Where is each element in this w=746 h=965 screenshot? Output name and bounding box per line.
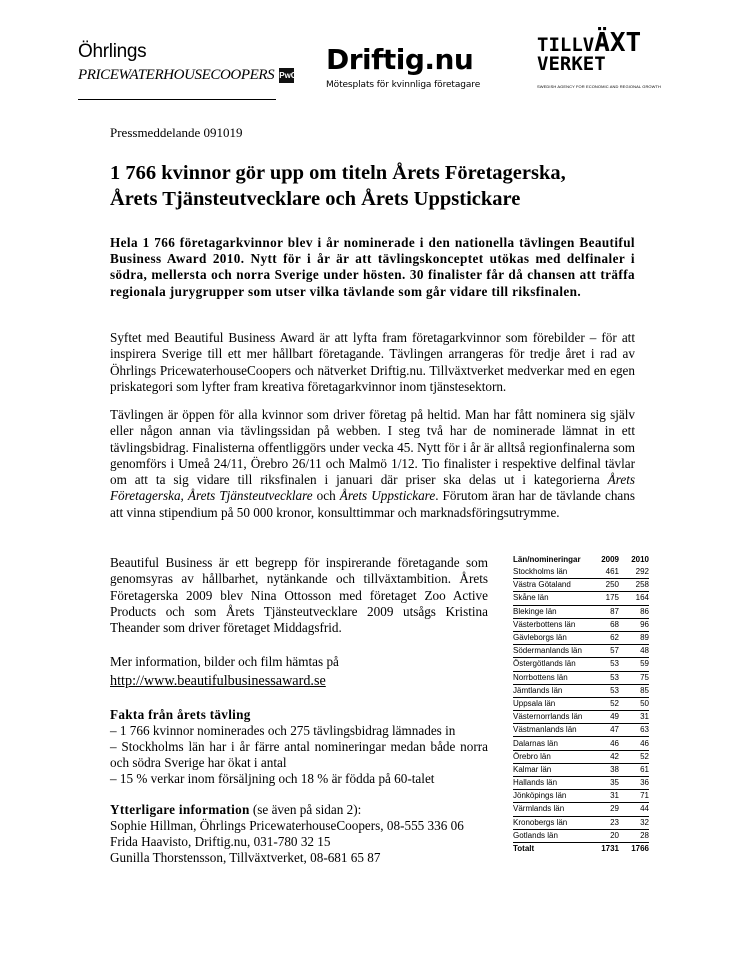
table-cell-2009: 175 — [589, 592, 619, 605]
table-header-2009: 2009 — [601, 555, 619, 564]
table-row — [513, 697, 649, 710]
table-cell-2009: 53 — [589, 671, 619, 684]
pwc-logo-rule — [78, 99, 276, 100]
table-cell-2009: 35 — [589, 777, 619, 790]
table-cell-2009: 20 — [589, 829, 619, 842]
table-cell-2009: 42 — [589, 750, 619, 763]
nominations-table — [513, 554, 649, 855]
tillvaxtverket-logo — [537, 30, 667, 90]
table-cell-2009: 29 — [589, 803, 619, 816]
table-row — [513, 579, 649, 592]
table-row — [513, 592, 649, 605]
table-cell-2010: 164 — [619, 592, 649, 605]
website-link[interactable]: http://www.beautifulbusinessaward.se — [110, 673, 326, 689]
facts-item: – 15 % verkar inom försäljning och 18 % är födda på 60-talet — [110, 771, 435, 786]
table-cell-2010: 31 — [619, 711, 649, 724]
table-cell-county: Gotlands län — [513, 829, 589, 842]
table-row — [513, 763, 649, 776]
table-cell-county: Västerbottens län — [513, 618, 589, 631]
table-cell-2010: 258 — [619, 579, 649, 592]
paragraph-competition-end: . Förutom äran har de tävlande chans att vinna stipendium på 50 000 kronor, konsulttimmar och marknadsföringsutrymme. — [110, 488, 635, 520]
paragraph-purpose: Syftet med Beautiful Business Award är att lyfta fram företagarkvinnor som förebilder – för att inspirera Sverige till ett mer hållbart företagande. Tävlingen arrangeras för tredje året i rad av Öhrlings PricewaterhouseCoopers och nätverket Driftig.nu. Tillväxtverket medverkar med en egen priskategori som lyfter fram kreativa företagarkvinnor inom tjänstesektorn. — [110, 330, 635, 394]
table-cell-2010: 1766 — [631, 844, 649, 854]
table-cell-county: Kronobergs län — [513, 816, 589, 829]
table-cell-2010: 63 — [619, 724, 649, 737]
table-row — [513, 684, 649, 697]
paragraph-competition-mid: och — [312, 488, 340, 504]
table-cell-2009: 53 — [589, 658, 619, 671]
facts-heading: Fakta från årets tävling — [110, 707, 251, 722]
table-cell-county: Stockholms län — [513, 566, 589, 579]
paragraph-competition — [110, 407, 635, 521]
table-cell-county: Hallands län — [513, 777, 589, 790]
table-cell-county: Örebro län — [513, 750, 589, 763]
table-cell-county: Kalmar län — [513, 763, 589, 776]
table-row — [513, 724, 649, 737]
table-cell-2009: 49 — [589, 711, 619, 724]
table-cell-2010: 36 — [619, 777, 649, 790]
contact-heading-note: (se även på sidan 2): — [249, 802, 362, 817]
table-cell-2010: 32 — [619, 816, 649, 829]
table-cell-2009: 46 — [589, 737, 619, 750]
table-row — [513, 631, 649, 644]
contact-line: Sophie Hillman, Öhrlings PricewaterhouseCoopers, 08-555 336 06 — [110, 818, 464, 833]
facts-item: – 1 766 kvinnor nominerades och 275 tävlingsbidrag lämnades in — [110, 723, 456, 738]
table-cell-2010: 61 — [619, 763, 649, 776]
table-row — [513, 658, 649, 671]
table-cell-2009: 57 — [589, 645, 619, 658]
category-name-uppstickare: Årets Uppstickare — [339, 488, 436, 504]
table-cell-2009: 38 — [589, 763, 619, 776]
headline-line-1: 1 766 kvinnor gör upp om titeln Årets Företagerska, — [110, 162, 566, 184]
table-row — [513, 645, 649, 658]
table-cell-2010: 44 — [619, 803, 649, 816]
table-cell-2010: 52 — [619, 750, 649, 763]
table-cell-2010: 59 — [619, 658, 649, 671]
table-cell-county: Jönköpings län — [513, 790, 589, 803]
table-row — [513, 816, 649, 829]
table-cell-county: Blekinge län — [513, 605, 589, 618]
facts-section — [110, 707, 488, 787]
contact-line: Gunilla Thorstensson, Tillväxtverket, 08-681 65 87 — [110, 850, 381, 865]
more-info-text: Mer information, bilder och film hämtas på — [110, 654, 339, 669]
headline — [110, 160, 650, 212]
table-cell-2010: 292 — [619, 566, 649, 579]
table-cell-county: Skåne län — [513, 592, 589, 605]
table-cell-county: Jämtlands län — [513, 684, 589, 697]
driftig-logo — [326, 44, 496, 91]
table-cell-2010: 46 — [619, 737, 649, 750]
contact-line: Frida Haavisto, Driftig.nu, 031-780 32 15 — [110, 834, 331, 849]
table-cell-county: Östergötlands län — [513, 658, 589, 671]
pwc-logo — [78, 41, 297, 84]
table-cell-2010: 96 — [619, 618, 649, 631]
table-cell-county: Dalarnas län — [513, 737, 589, 750]
table-row — [513, 737, 649, 750]
pwc-logo-top-text: Öhrlings — [78, 41, 147, 62]
table-cell-2010: 85 — [619, 684, 649, 697]
pwc-mark-icon: PwC — [279, 68, 294, 83]
tva-logo-part1: TILLV — [537, 34, 595, 56]
table-cell-2009: 1731 — [601, 844, 619, 854]
table-header-2010: 2010 — [631, 555, 649, 564]
category-names: Årets Företagerska, Årets Tjänsteutvecklare — [110, 472, 635, 504]
lead-paragraph: Hela 1 766 företagarkvinnor blev i år nominerade i den nationella tävlingen Beautiful Business Award 2010. Nytt för i år är att tävlingskonceptet utökas med delfinaler i södra, mellersta och norra Sverige under hösten. 30 finalister får då chansen att träffa regionala jurygrupper som utser vilka tävlande som går vidare till riksfinalen. — [110, 235, 635, 299]
table-cell-county: Västmanlands län — [513, 724, 589, 737]
table-row — [513, 777, 649, 790]
pwc-logo-name: PRICEWATERHOUSECOOPERS — [78, 67, 275, 83]
paragraph-competition-start: Tävlingen är öppen för alla kvinnor som driver företag på heltid. Man har fått nominera sig själv eller någon annan via tävlingssidan på webben. I steg två har de nominerade lämnat in ett tävlingsbidrag. Finalisterna offentliggörs under vecka 45. Nytt för i år är alltså regionfinalerna som genomförs i Umeå 24/11, Örebro 26/11 och Malmö 1/12. Tio finalister i respektive delfinal tävlar om att ta sig vidare till riksfinalen i januari där priser ska delas ut i kategorierna — [110, 407, 635, 488]
table-cell-county: Gävleborgs län — [513, 631, 589, 644]
table-cell-county: Norrbottens län — [513, 671, 589, 684]
table-row — [513, 566, 649, 579]
table-row — [513, 803, 649, 816]
table-cell-2010: 48 — [619, 645, 649, 658]
table-cell-2009: 62 — [589, 631, 619, 644]
table-cell-2009: 23 — [589, 816, 619, 829]
facts-item: – Stockholms län har i år färre antal nomineringar medan både norra och södra Sverige har ökat i antal — [110, 739, 488, 770]
table-cell-2010: 71 — [619, 790, 649, 803]
table-cell-2010: 86 — [619, 605, 649, 618]
tva-logo-line2: VERKET — [537, 53, 606, 75]
table-cell-2009: 53 — [589, 684, 619, 697]
table-cell-county: Totalt — [513, 844, 535, 854]
table-cell-2009: 52 — [589, 697, 619, 710]
table-cell-2010: 75 — [619, 671, 649, 684]
table-cell-county: Västernorrlands län — [513, 711, 589, 724]
driftig-logo-tagline: Mötesplats för kvinnliga företagare — [326, 80, 481, 90]
table-row — [513, 790, 649, 803]
headline-line-2: Årets Tjänsteutvecklare och Årets Uppstickare — [110, 188, 521, 210]
table-row — [513, 750, 649, 763]
contact-section — [110, 802, 510, 866]
table-cell-county: Uppsala län — [513, 697, 589, 710]
table-cell-county: Värmlands län — [513, 803, 589, 816]
table-row — [513, 711, 649, 724]
table-cell-2010: 89 — [619, 631, 649, 644]
table-cell-2010: 50 — [619, 697, 649, 710]
table-cell-2010: 28 — [619, 829, 649, 842]
table-cell-2009: 461 — [589, 566, 619, 579]
table-row — [513, 618, 649, 631]
press-release-date: Pressmeddelande 091019 — [110, 125, 243, 140]
contact-heading: Ytterligare information — [110, 802, 250, 817]
table-row — [513, 671, 649, 684]
table-cell-county: Södermanlands län — [513, 645, 589, 658]
table-row — [513, 829, 649, 842]
table-header-row — [513, 554, 649, 566]
driftig-logo-name: Driftig.nu — [326, 43, 474, 76]
paragraph-beautiful-business: Beautiful Business är ett begrepp för inspirerande företagande som genomsyras av hållbarhet, nytänkande och tillväxtambition. Årets Företagerska 2009 blev Nina Ottosson med företaget Zoo Active Products och som Årets Tjänsteutvecklare 2009 utsågs Kristina Theander som driver företaget Middagsfrid. — [110, 555, 488, 636]
table-cell-county: Västra Götaland — [513, 579, 589, 592]
table-cell-2009: 47 — [589, 724, 619, 737]
tva-logo-subtitle: SWEDISH AGENCY FOR ECONOMIC AND REGIONAL GROWTH — [537, 84, 662, 89]
table-cell-2009: 31 — [589, 790, 619, 803]
table-cell-2009: 250 — [589, 579, 619, 592]
table-header-county: Län/nomineringar — [513, 555, 581, 564]
table-cell-2009: 87 — [589, 605, 619, 618]
table-row — [513, 605, 649, 618]
table-cell-2009: 68 — [589, 618, 619, 631]
tva-logo-part2: ÄXT — [594, 28, 642, 58]
table-total-row — [513, 842, 649, 855]
